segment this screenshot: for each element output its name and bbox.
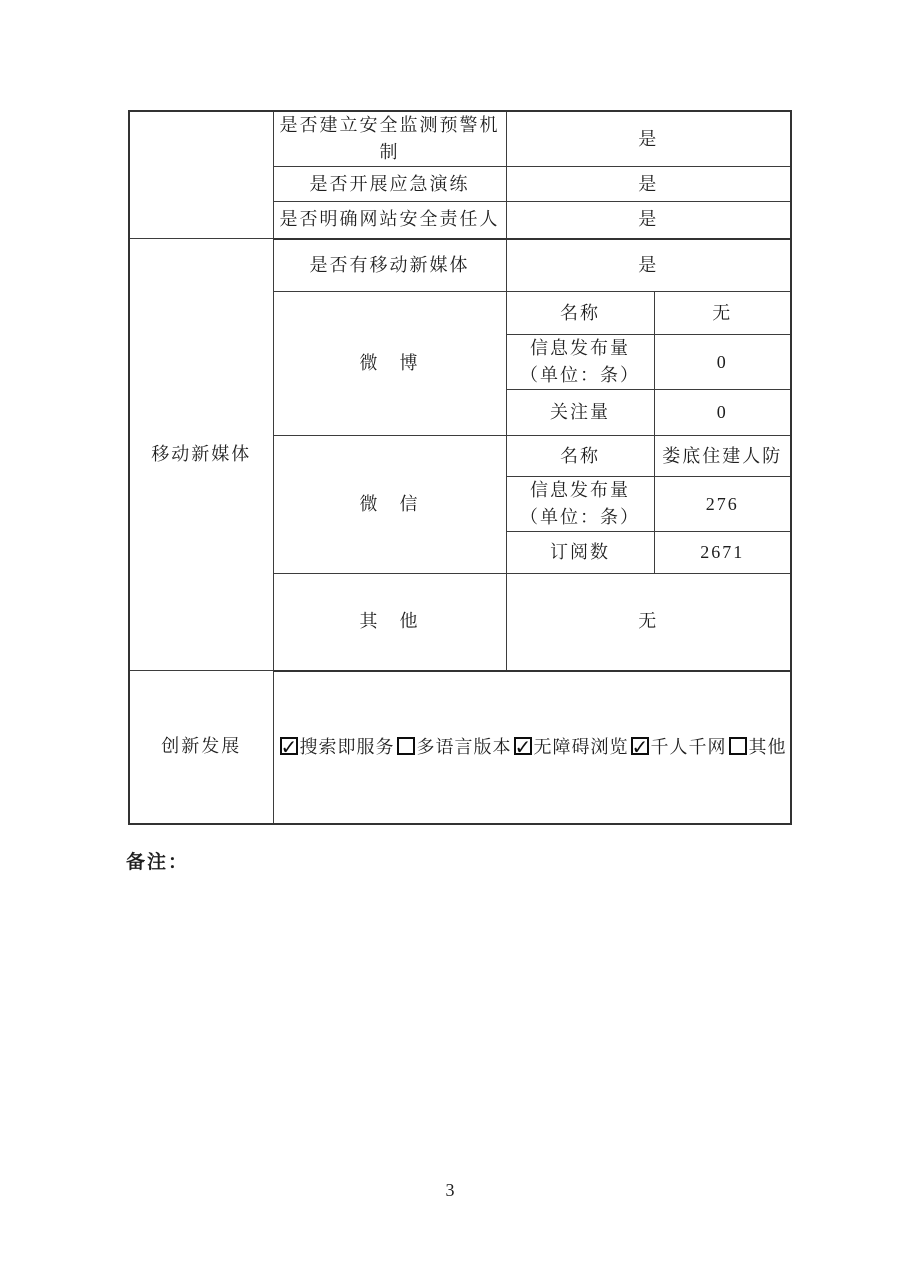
checkbox-icon xyxy=(397,737,415,755)
security-row-label: 是否开展应急演练 xyxy=(273,167,506,202)
weibo-title: 微 博 xyxy=(273,292,506,436)
security-row-value: 是 xyxy=(506,111,791,167)
other-media-value: 无 xyxy=(506,574,791,671)
report-table xyxy=(128,110,792,825)
innovation-options-line xyxy=(278,737,787,757)
weibo-name-value: 无 xyxy=(654,292,791,335)
checkbox-icon xyxy=(631,737,649,755)
checkbox-icon xyxy=(514,737,532,755)
wechat-publish-label xyxy=(506,477,654,532)
has-mobile-value: 是 xyxy=(506,239,791,292)
checkbox-label: 其他 xyxy=(748,736,787,757)
wechat-subscribers-label: 订阅数 xyxy=(506,532,654,574)
other-media-label: 其 他 xyxy=(273,574,506,671)
section-label-innovation: 创新发展 xyxy=(129,671,273,824)
weibo-publish-label-line2: （单位：条） xyxy=(520,365,640,385)
weibo-publish-value: 0 xyxy=(654,335,791,390)
page-number: 3 xyxy=(445,1180,455,1200)
security-row-value: 是 xyxy=(506,202,791,239)
wechat-title: 微 信 xyxy=(273,436,506,574)
weibo-publish-label-line1: 信息发布量 xyxy=(530,338,630,358)
checkbox-label: 千人千网 xyxy=(650,736,727,757)
weibo-followers-label: 关注量 xyxy=(506,390,654,436)
checkbox-label: 多语言版本 xyxy=(416,736,512,757)
has-mobile-label: 是否有移动新媒体 xyxy=(273,239,506,292)
wechat-subscribers-value: 2671 xyxy=(654,532,791,574)
wechat-publish-label-line2: （单位：条） xyxy=(520,507,640,527)
security-row-value: 是 xyxy=(506,167,791,202)
checkbox-label: 无障碍浏览 xyxy=(533,736,629,757)
wechat-name-label: 名称 xyxy=(506,436,654,477)
notes-label: 备注： xyxy=(126,852,190,873)
wechat-publish-label-line1: 信息发布量 xyxy=(530,480,630,500)
checkbox-icon xyxy=(729,737,747,755)
weibo-publish-label xyxy=(506,335,654,390)
security-row-label: 是否建立安全监测预警机制 xyxy=(273,111,506,167)
innovation-options-cell xyxy=(273,671,791,824)
section-label-empty xyxy=(129,111,273,239)
checkbox-icon xyxy=(280,737,298,755)
wechat-publish-value: 276 xyxy=(654,477,791,532)
wechat-name-value: 娄底住建人防 xyxy=(654,436,791,477)
security-row-label: 是否明确网站安全责任人 xyxy=(273,202,506,239)
weibo-followers-value: 0 xyxy=(654,390,791,436)
section-label-mobile-media: 移动新媒体 xyxy=(129,239,273,671)
weibo-name-label: 名称 xyxy=(506,292,654,335)
checkbox-label: 搜索即服务 xyxy=(299,736,395,757)
